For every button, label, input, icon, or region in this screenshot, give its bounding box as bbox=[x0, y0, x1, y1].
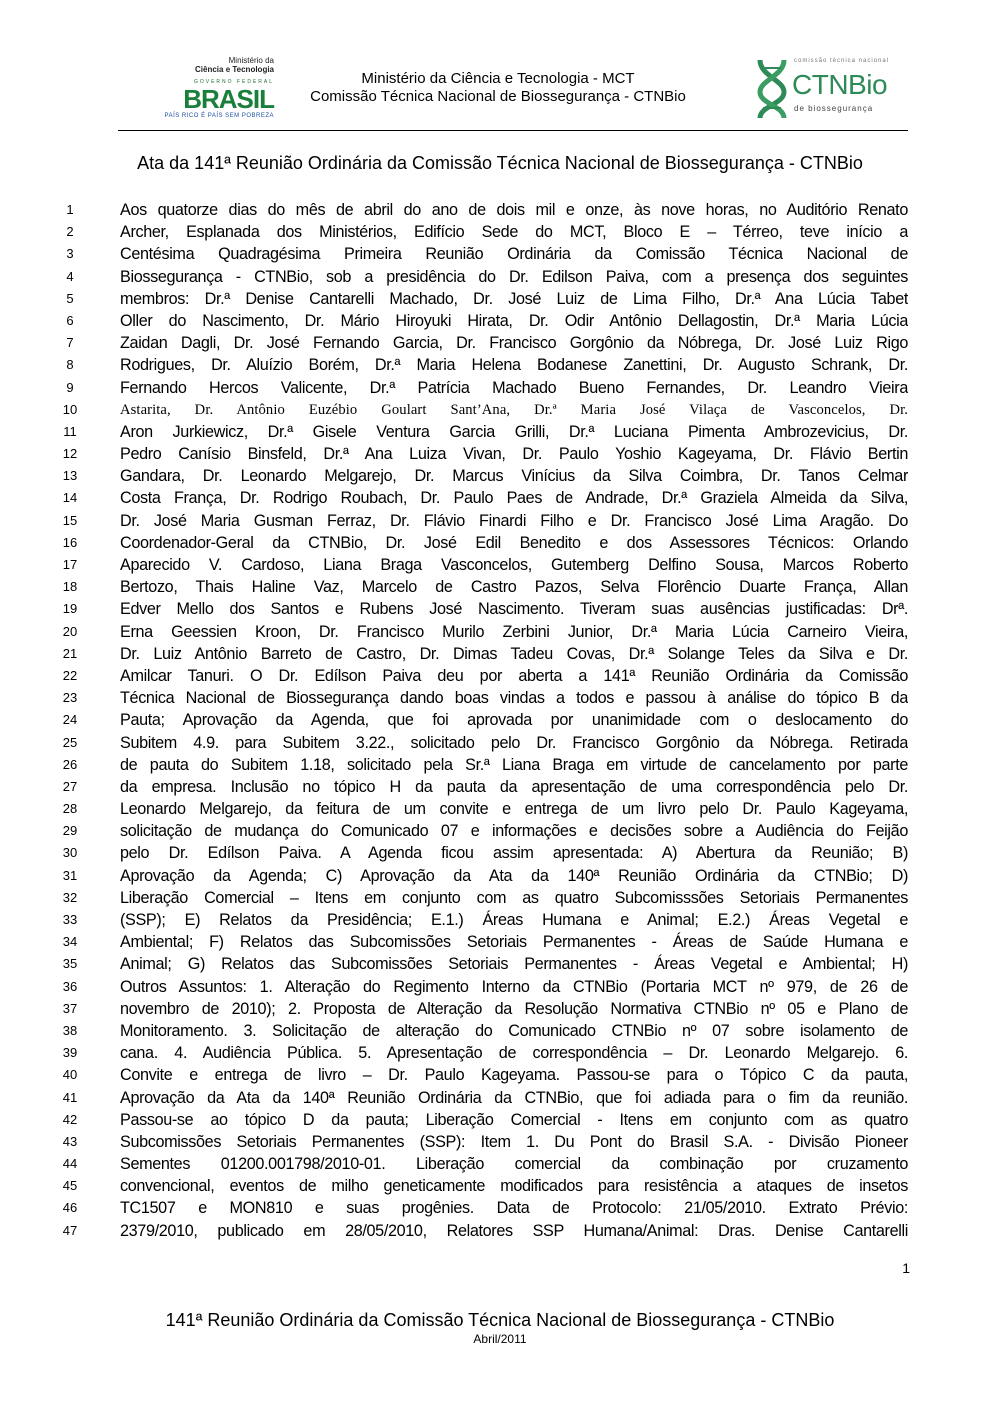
line-number: 4 bbox=[66, 268, 74, 284]
line-number: 25 bbox=[62, 734, 78, 750]
line-number: 18 bbox=[62, 579, 78, 595]
dna-helix-icon bbox=[754, 56, 790, 120]
line-number: 43 bbox=[62, 1133, 78, 1149]
logo-ciencia-text: Ciência e Tecnologia bbox=[195, 65, 274, 74]
line-text: Fernando Hercos Valicente, Dr.ª Patrícia Machado Bueno Fernandes, Dr. Leandro Vieira bbox=[120, 378, 908, 397]
text-line bbox=[0, 354, 1000, 376]
text-line bbox=[0, 1109, 1000, 1131]
line-number: 23 bbox=[62, 690, 78, 706]
line-text: 2379/2010, publicado em 28/05/2010, Relatores SSP Humana/Animal: Dras. Denise Cantarelli bbox=[120, 1221, 908, 1240]
text-line bbox=[0, 421, 1000, 443]
text-line bbox=[0, 266, 1000, 288]
line-text: Sementes 01200.001798/2010-01. Liberação comercial da combinação por cruzamento bbox=[120, 1155, 908, 1174]
line-text: Erna Geessien Kroon, Dr. Francisco Murilo Zerbini Junior, Dr.ª Maria Lúcia Carneiro Vieira, bbox=[120, 622, 908, 641]
line-number: 22 bbox=[62, 667, 78, 683]
line-number: 35 bbox=[62, 956, 78, 972]
line-text: (SSP); E) Relatos da Presidência; E.1.) Áreas Humana e Animal; E.2.) Áreas Vegetal e bbox=[120, 911, 908, 929]
line-number: 46 bbox=[62, 1200, 78, 1216]
line-text: Edver Mello dos Santos e Rubens José Nascimento. Tiveram suas ausências justificadas: Drª. bbox=[120, 600, 908, 619]
text-line bbox=[0, 887, 1000, 909]
line-text: Biossegurança - CTNBio, sob a presidência do Dr. Edilson Paiva, com a presença dos seguintes bbox=[120, 267, 908, 286]
line-text: Liberação Comercial – Itens em conjunto com as quatro Subcomisssões Setoriais Permanentes bbox=[120, 888, 908, 907]
line-number: 19 bbox=[62, 601, 78, 617]
line-text: Aos quatorze dias do mês de abril do ano de dois mil e onze, às nove horas, no Auditório Renato bbox=[120, 201, 908, 219]
line-text: Dr. José Maria Gusman Ferraz, Dr. Flávio Finardi Filho e Dr. Francisco José Lima Aragão. Do bbox=[120, 511, 908, 530]
line-number: 31 bbox=[62, 867, 78, 883]
line-number: 30 bbox=[62, 845, 78, 861]
line-number: 36 bbox=[62, 978, 78, 994]
line-text: Gandara, Dr. Leonardo Melgarejo, Dr. Marcus Vinícius da Silva Coimbra, Dr. Tanos Celmar bbox=[120, 467, 908, 486]
line-text: TC1507 e MON810 e suas progênies. Data de Protocolo: 21/05/2010. Extrato Prévio: bbox=[120, 1199, 908, 1218]
line-text: Archer, Esplanada dos Ministérios, Edifício Sede do MCT, Bloco E – Térreo, teve início a bbox=[120, 223, 908, 242]
text-line bbox=[0, 310, 1000, 332]
line-number: 9 bbox=[66, 379, 74, 395]
text-line bbox=[0, 621, 1000, 643]
text-line bbox=[0, 976, 1000, 998]
header-line-1: Ministério da Ciência e Tecnologia - MCT bbox=[361, 70, 635, 87]
text-line bbox=[0, 532, 1000, 554]
text-line bbox=[0, 554, 1000, 576]
line-number: 20 bbox=[62, 623, 78, 639]
footer-title: 141ª Reunião Ordinária da Comissão Técnica Nacional de Biossegurança - CTNBio bbox=[165, 1310, 835, 1330]
page-header bbox=[118, 52, 908, 131]
text-line bbox=[0, 687, 1000, 709]
text-line bbox=[0, 953, 1000, 975]
line-text: da empresa. Inclusão no tópico H da pauta da apresentação de uma correspondência pelo Dr. bbox=[120, 777, 908, 796]
text-line bbox=[0, 1064, 1000, 1086]
text-line bbox=[0, 665, 1000, 687]
text-line bbox=[0, 1020, 1000, 1042]
text-line bbox=[0, 776, 1000, 798]
line-text: Aprovação da Ata da 140ª Reunião Ordinária da CTNBio, que foi adiada para o fim da reunião. bbox=[120, 1088, 908, 1107]
line-number: 38 bbox=[62, 1022, 78, 1038]
line-text: Zaidan Dagli, Dr. José Fernando Garcia, Dr. Francisco Gorgônio da Nóbrega, Dr. José Luiz Rigo bbox=[120, 334, 908, 353]
line-text: Leonardo Melgarejo, da feitura de um convite e entrega de um livro pelo Dr. Paulo Kageyama, bbox=[120, 800, 908, 819]
document-title: Ata da 141ª Reunião Ordinária da Comissão Técnica Nacional de Biossegurança - CTNBio bbox=[137, 153, 863, 173]
line-text: Aprovação da Agenda; C) Aprovação da Ata da 140ª Reunião Ordinária da CTNBio; D) bbox=[120, 866, 908, 885]
line-text: Passou-se ao tópico D da pauta; Liberação Comercial - Itens em conjunto com as quatro bbox=[120, 1110, 908, 1129]
line-number: 3 bbox=[66, 246, 74, 262]
line-text: Coordenador-Geral da CTNBio, Dr. José Edil Benedito e dos Assessores Técnicos: Orlando bbox=[120, 533, 908, 552]
line-number: 14 bbox=[62, 490, 78, 506]
text-line bbox=[0, 199, 1000, 221]
text-line bbox=[0, 842, 1000, 864]
line-text: Monitoramento. 3. Solicitação de alteração do Comunicado CTNBio nº 07 sobre isolamento de bbox=[120, 1021, 908, 1040]
mct-logo-text bbox=[195, 56, 274, 74]
line-number: 17 bbox=[62, 557, 78, 572]
text-line bbox=[0, 465, 1000, 487]
line-number: 7 bbox=[66, 335, 74, 351]
line-number: 11 bbox=[63, 423, 77, 439]
ctnbio-top-text: comissão técnica nacional bbox=[794, 58, 890, 64]
line-number: 1 bbox=[66, 202, 74, 217]
line-text: pelo Dr. Edílson Paiva. A Agenda ficou assim apresentada: A) Abertura da Reunião; B) bbox=[120, 844, 908, 863]
text-line bbox=[0, 221, 1000, 243]
text-line bbox=[0, 1153, 1000, 1175]
text-line bbox=[0, 399, 1000, 421]
text-line bbox=[0, 1087, 1000, 1109]
line-text: Convite e entrega de livro – Dr. Paulo Kageyama. Passou-se para o Tópico C da pauta, bbox=[120, 1066, 908, 1085]
line-text: convencional, eventos de milho geneticamente modificados para resistência a ataques de insetos bbox=[120, 1177, 908, 1196]
text-line bbox=[0, 1131, 1000, 1153]
text-line bbox=[0, 754, 1000, 776]
text-line bbox=[0, 732, 1000, 754]
text-line bbox=[0, 243, 1000, 265]
text-line bbox=[0, 377, 1000, 399]
line-number: 42 bbox=[62, 1111, 78, 1127]
line-text: Dr. Luiz Antônio Barreto de Castro, Dr. Dimas Tadeu Covas, Dr.ª Solange Teles da Silva e Dr. bbox=[120, 644, 908, 663]
line-number: 40 bbox=[62, 1067, 78, 1083]
brasil-wordmark-text: BRASIL bbox=[183, 84, 274, 114]
text-line bbox=[0, 798, 1000, 820]
line-number: 10 bbox=[62, 401, 78, 417]
line-text: solicitação de mudança do Comunicado 07 e informações e decisões sobre a Audiência do Feijão bbox=[120, 822, 908, 841]
ctnbio-sub-text: de biossegurança bbox=[794, 104, 874, 113]
line-number: 13 bbox=[62, 468, 78, 484]
line-number: 27 bbox=[62, 778, 78, 794]
line-text: Astarita, Dr. Antônio Euzébio Goulart Sant’Ana, Dr.ª Maria José Vilaça de Vasconcelos, Dr. bbox=[120, 401, 908, 418]
line-number: 29 bbox=[62, 823, 78, 839]
text-line bbox=[0, 487, 1000, 509]
ctnbio-logo bbox=[754, 56, 914, 122]
line-text: Aron Jurkiewicz, Dr.ª Gisele Ventura Garcia Grilli, Dr.ª Luciana Pimenta Ambrozevicius, Dr. bbox=[120, 422, 908, 441]
header-text bbox=[288, 70, 708, 106]
text-line bbox=[0, 820, 1000, 842]
line-text: cana. 4. Audiência Pública. 5. Apresentação de correspondência – Dr. Leonardo Melgarejo. 6. bbox=[120, 1044, 908, 1063]
header-line-2: Comissão Técnica Nacional de Biossegurança - CTNBio bbox=[310, 88, 686, 105]
line-number: 12 bbox=[62, 446, 78, 462]
text-line bbox=[0, 576, 1000, 598]
line-text: membros: Dr.ª Denise Cantarelli Machado, Dr. José Luiz de Lima Filho, Dr.ª Ana Lúcia Tabet bbox=[120, 289, 908, 308]
line-number: 6 bbox=[66, 312, 74, 328]
line-text: Animal; G) Relatos das Subcomissões Setoriais Permanentes - Áreas Vegetal e Ambiental; H) bbox=[120, 955, 908, 974]
line-text: Subitem 4.9. para Subitem 3.22., solicitado pelo Dr. Francisco Gorgônio da Nóbrega. Retirada bbox=[120, 733, 908, 752]
text-line bbox=[0, 1220, 1000, 1242]
line-text: novembro de 2010); 2. Proposta de Alteração da Resolução Normativa CTNBio nº 05 e Plano de bbox=[120, 999, 908, 1018]
line-number: 39 bbox=[62, 1045, 78, 1061]
ctnbio-name-text: CTNBio bbox=[792, 69, 888, 100]
text-line bbox=[0, 643, 1000, 665]
text-line bbox=[0, 598, 1000, 620]
line-number: 33 bbox=[62, 912, 78, 927]
line-text: Costa França, Dr. Rodrigo Roubach, Dr. Paulo Paes de Andrade, Dr.ª Graziela Almeida da Silva, bbox=[120, 489, 908, 508]
line-text: Subcomissões Setoriais Permanentes (SSP): Item 1. Du Pont do Brasil S.A. - Divisão Pioneer bbox=[120, 1132, 908, 1151]
line-number: 8 bbox=[66, 357, 74, 373]
minutes-body bbox=[0, 199, 1000, 1242]
line-text: Técnica Nacional de Biossegurança dando boas vindas a todos e passou à análise do tópico B da bbox=[120, 689, 908, 708]
text-line bbox=[0, 931, 1000, 953]
footer-date: Abril/2011 bbox=[473, 1332, 527, 1346]
line-number: 34 bbox=[62, 934, 78, 950]
line-text: Bertozo, Thais Haline Vaz, Marcelo de Castro Pazos, Selva Florêncio Duarte França, Allan bbox=[120, 578, 908, 597]
line-text: de pauta do Subitem 1.18, solicitado pela Sr.ª Liana Braga em virtude de cancelamento por parte bbox=[120, 755, 908, 774]
line-text: Ambiental; F) Relatos das Subcomissões Setoriais Permanentes - Áreas de Saúde Humana e bbox=[120, 933, 908, 952]
line-text: Outros Assuntos: 1. Alteração do Regimento Interno da CTNBio (Portaria MCT nº 979, de 26 de bbox=[120, 977, 908, 996]
text-line bbox=[0, 865, 1000, 887]
text-line bbox=[0, 1042, 1000, 1064]
line-number: 15 bbox=[62, 512, 78, 528]
brasil-wordmark bbox=[183, 86, 274, 112]
text-line bbox=[0, 288, 1000, 310]
text-line bbox=[0, 1197, 1000, 1219]
line-number: 16 bbox=[62, 534, 78, 550]
line-number: 26 bbox=[62, 756, 78, 772]
line-number: 47 bbox=[62, 1222, 78, 1238]
line-number: 32 bbox=[62, 889, 78, 905]
text-line bbox=[0, 443, 1000, 465]
logo-slogan-text: PAÍS RICO É PAÍS SEM POBREZA bbox=[164, 113, 274, 119]
text-line bbox=[0, 909, 1000, 931]
line-number: 44 bbox=[62, 1156, 78, 1172]
line-text: Pedro Canísio Binsfeld, Dr.ª Ana Luiza Vivan, Dr. Paulo Yoshio Kageyama, Dr. Flávio Bertin bbox=[120, 445, 908, 464]
line-number: 5 bbox=[66, 290, 74, 306]
page-number: 1 bbox=[902, 1260, 910, 1276]
line-text: Pauta; Aprovação da Agenda, que foi aprovada por unanimidade com o deslocamento do bbox=[120, 711, 908, 730]
line-text: Rodrigues, Dr. Aluízio Borém, Dr.ª Maria Helena Bodanese Zanettini, Dr. Augusto Schrank, Dr. bbox=[120, 356, 908, 375]
text-line bbox=[0, 510, 1000, 532]
line-text: Centésima Quadragésima Primeira Reunião Ordinária da Comissão Técnica Nacional de bbox=[120, 245, 908, 264]
mct-brasil-logo bbox=[134, 52, 274, 122]
logo-ministerio-text: Ministério da bbox=[228, 56, 274, 65]
text-line bbox=[0, 709, 1000, 731]
line-number: 45 bbox=[62, 1178, 78, 1194]
line-number: 24 bbox=[62, 712, 78, 728]
text-line bbox=[0, 998, 1000, 1020]
text-line bbox=[0, 332, 1000, 354]
line-number: 41 bbox=[62, 1089, 78, 1105]
line-number: 21 bbox=[62, 645, 78, 661]
line-number: 2 bbox=[66, 224, 74, 240]
line-text: Oller do Nascimento, Dr. Mário Hiroyuki Hirata, Dr. Odir Antônio Dellagostin, Dr.ª Maria Lúcia bbox=[120, 311, 908, 330]
logo-governo-text: GOVERNO FEDERAL bbox=[193, 79, 274, 85]
line-text: Aparecido V. Cardoso, Liana Braga Vasconcelos, Gutemberg Delfino Sousa, Marcos Roberto bbox=[120, 556, 908, 574]
text-line bbox=[0, 1175, 1000, 1197]
line-number: 28 bbox=[62, 801, 78, 817]
line-text: Amilcar Tanuri. O Dr. Edílson Paiva deu por aberta a 141ª Reunião Ordinária da Comissão bbox=[120, 666, 908, 685]
line-number: 37 bbox=[62, 1000, 78, 1016]
